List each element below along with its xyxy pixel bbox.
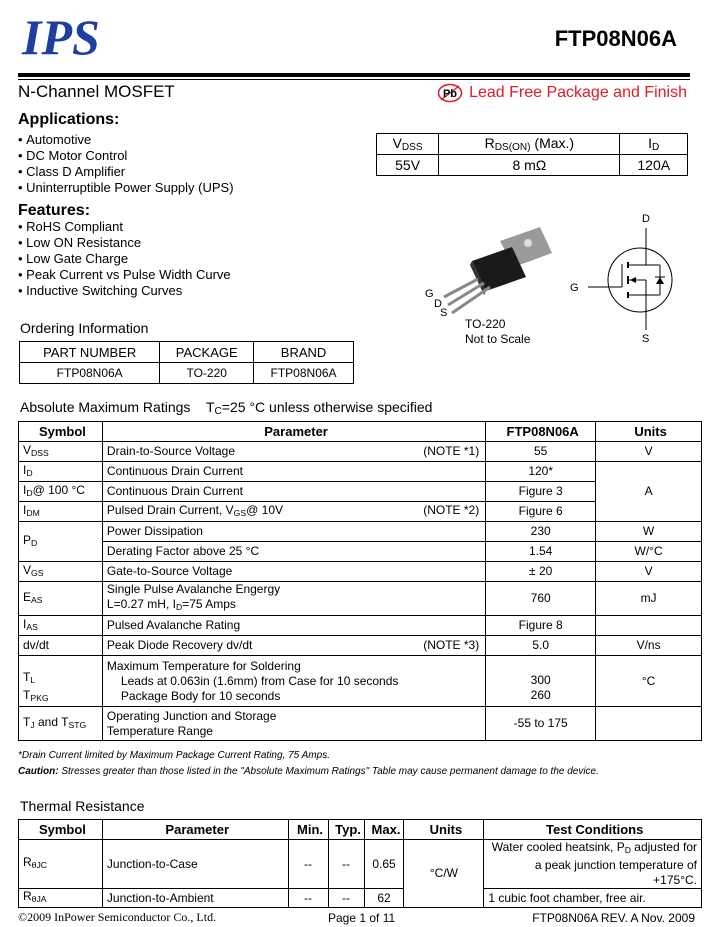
table-row <box>19 582 702 616</box>
vdss-value: 55V <box>377 155 439 176</box>
table-cell: FTP08N06A <box>20 363 160 384</box>
table-row <box>19 442 702 462</box>
unit-cell <box>596 707 702 741</box>
ordering-table <box>19 341 354 384</box>
table-header: Units <box>404 820 484 840</box>
lead-free-text: Lead Free Package and Finish <box>469 84 687 101</box>
ips-logo-icon <box>20 10 98 60</box>
min-cell: -- <box>288 840 328 889</box>
parameter-cell: Peak Diode Recovery dv/dt (NOTE *3) <box>102 636 485 656</box>
table-header: Typ. <box>328 820 364 840</box>
table-row <box>19 820 702 840</box>
parameter-cell: Power Dissipation <box>102 522 485 542</box>
symbol-cell: $V_{DSS}$ <box>19 442 103 462</box>
symbol-cell: $E_{AS}$ <box>19 582 103 616</box>
list-item: • Peak Current vs Pulse Width Curve <box>18 267 231 283</box>
unit-cell: A <box>596 462 702 522</box>
package-note <box>465 317 530 347</box>
company-logo <box>20 10 98 60</box>
applications-heading: Applications: <box>18 111 120 128</box>
scale-note: Not to Scale <box>465 332 531 346</box>
features-list <box>18 219 231 299</box>
unit-cell: V <box>596 562 702 582</box>
svg-text:S: S <box>642 333 650 345</box>
id-header: $I_D$ <box>620 134 688 155</box>
unit-cell: W/°C <box>596 542 702 562</box>
condition-cell: Water cooled heatsink, $P_D$ adjusted for a peak junction temperature of +175°C. <box>484 840 702 889</box>
table-row <box>19 616 702 636</box>
symbol-cell: $P_D$ <box>19 522 103 562</box>
table-header: PART NUMBER <box>20 342 160 363</box>
list-item: • DC Motor Control <box>18 148 234 164</box>
unit-cell <box>596 616 702 636</box>
list-item: • Low Gate Charge <box>18 251 231 267</box>
typ-cell: -- <box>328 840 364 889</box>
value-cell: 230 <box>486 522 596 542</box>
lead-free-badge <box>437 83 687 103</box>
list-item: • Low ON Resistance <box>18 235 231 251</box>
table-row <box>19 542 702 562</box>
revision: FTP08N06A REV. A Nov. 2009 <box>532 911 695 925</box>
unit-cell: W <box>596 522 702 542</box>
device-type: N-Channel MOSFET <box>18 82 175 101</box>
table-row <box>19 636 702 656</box>
part-number-title: FTP08N06A <box>554 26 677 51</box>
table-row <box>19 462 702 482</box>
symbol-cell: dv/dt <box>19 636 103 656</box>
table-row <box>19 562 702 582</box>
value-cell: 55 <box>486 442 596 462</box>
id-value: 120A <box>620 155 688 176</box>
symbol-cell: $I_D@$ 100 °C <box>19 482 103 502</box>
condition-cell: 1 cubic foot chamber, free air. <box>484 889 702 908</box>
table-header: Symbol <box>19 820 103 840</box>
table-row <box>20 342 354 363</box>
value-cell: 5.0 <box>486 636 596 656</box>
page-number: Page 1 of 11 <box>328 911 396 925</box>
table-row <box>19 656 702 707</box>
max-cell: 0.65 <box>364 840 404 889</box>
unit-cell: °C <box>596 656 702 707</box>
abs-max-table <box>18 421 702 741</box>
value-cell: Figure 6 <box>486 502 596 522</box>
value-cell: ± 20 <box>486 562 596 582</box>
table-row <box>377 134 688 155</box>
header-rule-thin <box>18 79 690 80</box>
table-header: Parameter <box>102 820 288 840</box>
parameter-cell: Junction-to-Case <box>102 840 288 889</box>
svg-text:IPS: IPS <box>22 10 98 60</box>
table-row <box>19 840 702 889</box>
parameter-cell: Continuous Drain Current <box>102 482 485 502</box>
value-cell: Figure 8 <box>486 616 596 636</box>
table-row <box>19 889 702 908</box>
unit-cell: °C/W <box>404 840 484 908</box>
max-cell: 62 <box>364 889 404 908</box>
svg-text:D: D <box>642 213 650 225</box>
parameter-cell: Junction-to-Ambient <box>102 889 288 908</box>
svg-text:G: G <box>570 282 579 294</box>
thermal-heading: Thermal Resistance <box>20 798 145 814</box>
svg-text:Pb: Pb <box>443 88 458 100</box>
value-cell: Figure 3 <box>486 482 596 502</box>
value-cell: -55 to 175 <box>486 707 596 741</box>
list-item: • RoHS Compliant <box>18 219 231 235</box>
header-rule <box>18 73 690 77</box>
symbol-cell: $V_{GS}$ <box>19 562 103 582</box>
unit-cell: V/ns <box>596 636 702 656</box>
parameter-cell: Continuous Drain Current <box>102 462 485 482</box>
svg-text:D: D <box>434 298 442 310</box>
svg-text:G: G <box>425 288 434 300</box>
table-row <box>377 155 688 176</box>
parameter-cell: Pulsed Drain Current, $V_{GS}@$ 10V (NOTE *2) <box>102 502 485 522</box>
thermal-table <box>18 819 702 908</box>
symbol-cell: $I_{DM}$ <box>19 502 103 522</box>
table-header: Max. <box>364 820 404 840</box>
parameter-cell: Drain-to-Source Voltage (NOTE *1) <box>102 442 485 462</box>
ordering-heading: Ordering Information <box>20 320 149 336</box>
symbol-cell: $T_L$ $T_{PKG}$ <box>19 656 103 707</box>
mosfet-symbol-icon <box>566 208 688 348</box>
parameter-cell: Maximum Temperature for Soldering Leads at 0.063in (1.6mm) from Case for 10 seconds Package Body for 10 seconds <box>102 656 485 707</box>
table-cell: FTP08N06A <box>254 363 354 384</box>
table-row <box>19 422 702 442</box>
unit-cell: mJ <box>596 582 702 616</box>
applications-list <box>18 132 234 196</box>
copyright: ©2009 InPower Semiconductor Co., Ltd. <box>18 910 217 924</box>
package-name: TO-220 <box>465 317 506 331</box>
value-cell: 300 260 <box>486 656 596 707</box>
table-header: PACKAGE <box>160 342 254 363</box>
list-item: • Class D Amplifier <box>18 164 234 180</box>
parameter-cell: Gate-to-Source Voltage <box>102 562 485 582</box>
symbol-cell: $I_{AS}$ <box>19 616 103 636</box>
table-header: Parameter <box>102 422 485 442</box>
abs-max-heading: Absolute Maximum Ratings $T_C=25$ °C unless otherwise specified <box>20 399 433 417</box>
rdson-header: $R_{DS(ON)}$ (Max.) <box>439 134 620 155</box>
spec-summary-table <box>376 133 688 176</box>
list-item: • Automotive <box>18 132 234 148</box>
list-item: • Uninterruptible Power Supply (UPS) <box>18 180 234 196</box>
parameter-cell: Derating Factor above 25 °C <box>102 542 485 562</box>
value-cell: 1.54 <box>486 542 596 562</box>
value-cell: 760 <box>486 582 596 616</box>
parameter-cell: Single Pulse Avalanche Engergy L=0.27 mH, $I_D=75$ Amps <box>102 582 485 616</box>
unit-cell: V <box>596 442 702 462</box>
table-row <box>19 522 702 542</box>
table-header: Units <box>596 422 702 442</box>
table-header: Symbol <box>19 422 103 442</box>
svg-text:S: S <box>440 307 448 319</box>
table-cell: TO-220 <box>160 363 254 384</box>
min-cell: -- <box>288 889 328 908</box>
table-header: FTP08N06A <box>486 422 596 442</box>
lead-free-icon <box>437 83 463 103</box>
table-header: BRAND <box>254 342 354 363</box>
typ-cell: -- <box>328 889 364 908</box>
vdss-header: $V_{DSS}$ <box>377 134 439 155</box>
table-row <box>20 363 354 384</box>
parameter-cell: Operating Junction and Storage Temperature Range <box>102 707 485 741</box>
list-item: • Inductive Switching Curves <box>18 283 231 299</box>
footnote-drain-current: *Drain Current limited by Maximum Package Current Rating, 75 Amps. <box>18 750 330 761</box>
symbol-cell: $T_J$ and $T_{STG}$ <box>19 707 103 741</box>
value-cell: 120* <box>486 462 596 482</box>
symbol-cell: $I_D$ <box>19 462 103 482</box>
symbol-cell: $R_{\theta JA}$ <box>19 889 103 908</box>
rdson-value: 8 mΩ <box>439 155 620 176</box>
to220-package-icon <box>420 215 560 325</box>
table-row <box>19 707 702 741</box>
symbol-cell: $R_{\theta JC}$ <box>19 840 103 889</box>
parameter-cell: Pulsed Avalanche Rating <box>102 616 485 636</box>
features-heading: Features: <box>18 202 91 219</box>
table-header: Min. <box>288 820 328 840</box>
table-header: Test Conditions <box>484 820 702 840</box>
footnote-caution: Caution: Stresses greater than those listed in the "Absolute Maximum Ratings" Table may cause permanent damage to the device. <box>18 766 599 777</box>
